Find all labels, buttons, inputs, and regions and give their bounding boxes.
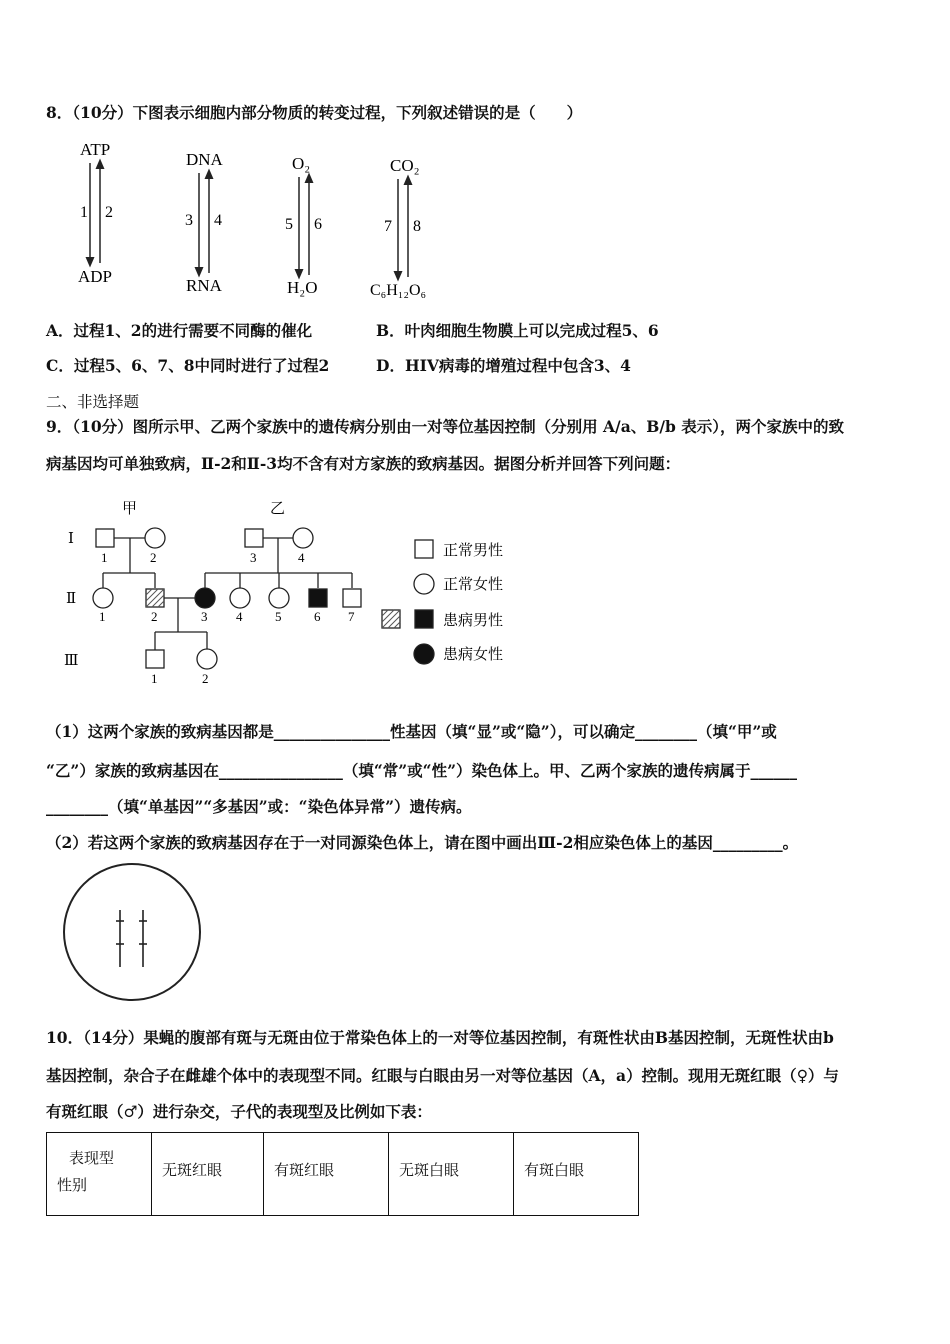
table-row — [47, 1133, 639, 1216]
q8-option-a: A．过程1、2的进行需要不同酶的催化 — [46, 321, 313, 340]
i2-label: 2 — [150, 550, 157, 565]
ii5-label: 5 — [275, 609, 282, 624]
q10-line3: 有斑红眼（♂）进行杂交，子代的表现型及比例如下表： — [46, 1102, 432, 1121]
ii2-label: 2 — [151, 609, 158, 624]
family-b-label: 乙 — [270, 501, 286, 517]
ii3-label: 3 — [201, 609, 208, 624]
process-2-label: 2 — [105, 204, 113, 221]
ii7-label: 7 — [348, 609, 355, 624]
glucose-label: C₆H₁₂O₆ — [370, 282, 427, 299]
process-1-label: 1 — [80, 204, 88, 221]
generation-ii-label: Ⅱ — [66, 591, 77, 607]
dna-label: DNA — [186, 150, 223, 169]
q8-stem: 8．（10分）下图表示细胞内部分物质的转变过程，下列叙述错误的是（ ） — [46, 103, 583, 122]
legend-affected-male: 患病男性 — [443, 613, 504, 629]
generation-i-label: Ⅰ — [68, 531, 74, 547]
rna-label: RNA — [186, 276, 222, 295]
table-column-header: 有斑红眼 — [264, 1133, 389, 1216]
phenotype-table — [46, 1132, 639, 1216]
header-sex-label: 性别 — [57, 1176, 88, 1194]
q9-part1-line1: （1）这两个家族的致病基因都是_______________性基因（填“显”或“隐”），可以确定________（填“甲”或 — [46, 722, 777, 741]
o2-label: O₂ — [292, 154, 311, 173]
iii2-label: 2 — [202, 671, 209, 686]
ii1-label: 1 — [99, 609, 106, 624]
legend-normal-male: 正常男性 — [443, 543, 504, 559]
q10-line2: 基因控制，杂合子在雌雄个体中的表现型不同。红眼与白眼由另一对等位基因（A，a）控制。现用无斑红眼（♀）与 — [46, 1066, 839, 1085]
q8-option-c: C．过程5、6、7、8中同时进行了过程2 — [46, 356, 330, 375]
table-column-header: 有斑白眼 — [514, 1133, 639, 1216]
process-8-label: 8 — [413, 218, 421, 235]
generation-iii-label: Ⅲ — [64, 653, 79, 669]
chromosome-cell-diagram — [60, 860, 230, 1010]
q8-option-d: D．HIV病毒的增殖过程中包含3、4 — [376, 356, 631, 375]
i4-label: 4 — [298, 550, 305, 565]
q9-part2: （2）若这两个家族的致病基因存在于一对同源染色体上，请在图中画出Ⅲ-2相应染色体上的基因_________。 — [46, 833, 799, 852]
ii6-label: 6 — [314, 609, 321, 624]
process-5-label: 5 — [285, 216, 293, 233]
legend-normal-female: 正常女性 — [443, 577, 504, 593]
header-phenotype-label: 表现型 — [69, 1149, 115, 1167]
i3-label: 3 — [250, 550, 257, 565]
process-7-label: 7 — [384, 218, 392, 235]
q8-diagram — [60, 135, 480, 305]
adp-label: ADP — [78, 267, 113, 286]
section-heading: 二、非选择题 — [46, 393, 140, 411]
co2-label: CO₂ — [390, 156, 420, 175]
q9-part1-line3: ________（填“单基因”“多基因”或：“染色体异常”）遗传病。 — [46, 797, 472, 816]
table-column-header: 无斑红眼 — [152, 1133, 264, 1216]
i1-label: 1 — [101, 550, 108, 565]
h2o-label: H₂O — [287, 278, 318, 297]
atp-label: ATP — [80, 140, 111, 159]
q9-stem-line1: 9．（10分）图所示甲、乙两个家族中的遗传病分别由一对等位基因控制（分别用 A/a、B/b 表示），两个家族中的致 — [46, 417, 844, 436]
q9-stem-line2: 病基因均可单独致病，Ⅱ-2和Ⅱ-3均不含有对方家族的致病基因。据图分析并回答下列问题： — [46, 454, 681, 473]
process-6-label: 6 — [314, 216, 322, 233]
legend-affected-female: 患病女性 — [443, 647, 504, 663]
pedigree-chart — [60, 495, 530, 695]
q9-part1-line2: “乙”）家族的致病基因在________________（填“常”或“性”）染色体上。甲、乙两个家族的遗传病属于______ — [46, 761, 797, 780]
process-4-label: 4 — [214, 212, 222, 229]
ii4-label: 4 — [236, 609, 243, 624]
iii1-label: 1 — [151, 671, 158, 686]
process-3-label: 3 — [185, 212, 193, 229]
family-a-label: 甲 — [122, 501, 138, 517]
q8-option-b: B．叶肉细胞生物膜上可以完成过程5、6 — [376, 321, 659, 340]
table-header-cell — [47, 1133, 152, 1216]
q10-line1: 10．（14分）果蝇的腹部有斑与无斑由位于常染色体上的一对等位基因控制，有斑性状由B基因控制，无斑性状由b — [46, 1028, 834, 1047]
table-column-header: 无斑白眼 — [389, 1133, 514, 1216]
